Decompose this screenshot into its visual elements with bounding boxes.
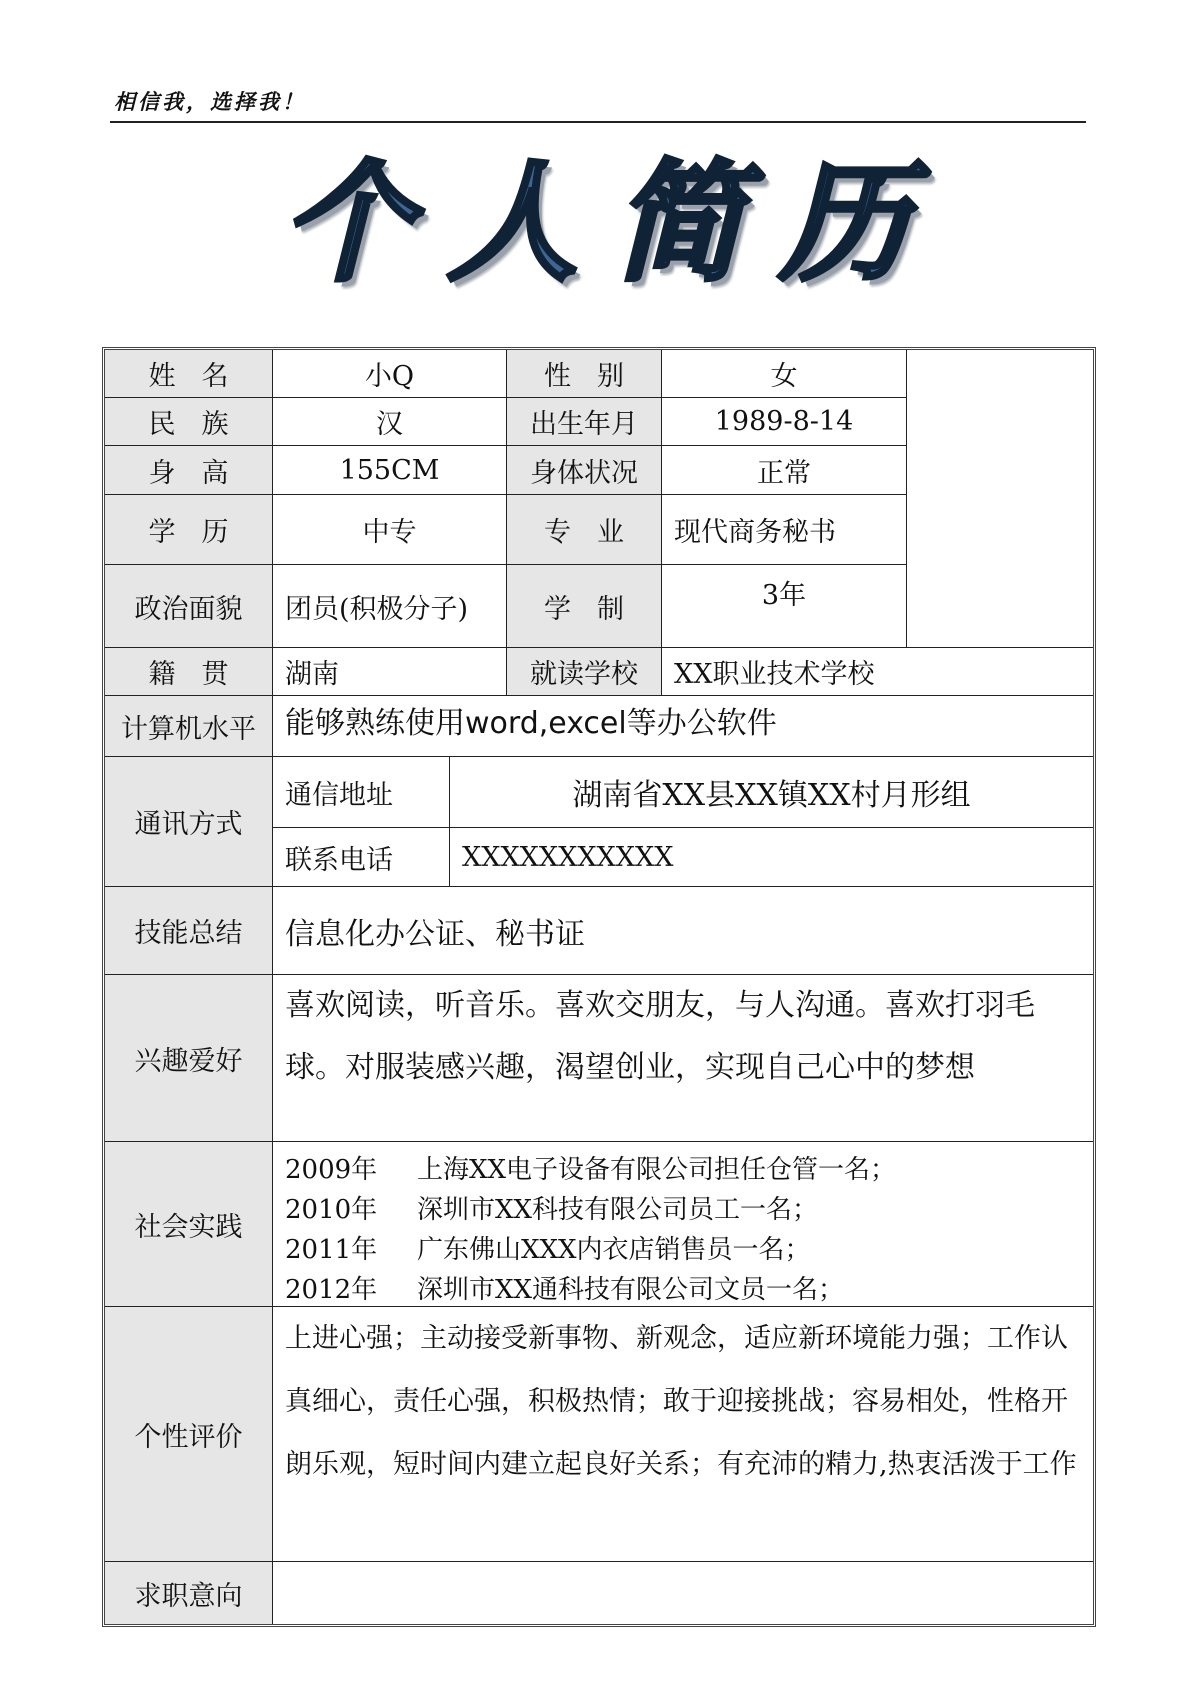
practice-desc: 深圳市XX通科技有限公司文员一名； [417,1275,845,1305]
page-title: 个人简历 [281,146,946,299]
ethnicity-value: 汉 [273,398,507,446]
major-label: 专业 [507,495,662,565]
gender-value: 女 [662,350,907,398]
practice-label: 社会实践 [105,1142,273,1307]
practice-year: 2009年 [285,1155,378,1185]
practice-desc: 上海XX电子设备有限公司担任仓管一名； [417,1155,897,1185]
hometown-label: 籍贯 [105,648,273,696]
name-value: 小Q [273,350,507,398]
contact-label: 通讯方式 [105,757,273,887]
major-value: 现代商务秘书 [662,495,907,565]
computer-label: 计算机水平 [105,696,273,757]
practice-year: 2012年 [285,1275,378,1305]
education-label: 学历 [105,495,273,565]
hometown-value: 湖南 [273,648,507,696]
slogan: 相信我，选择我！ [114,90,306,114]
practice-list [273,1142,1093,1307]
hobbies-label: 兴趣爱好 [105,975,273,1142]
practice-item [285,1150,1093,1190]
education-value: 中专 [273,495,507,565]
birth-label: 出生年月 [507,398,662,446]
skills-value: 信息化办公证、秘书证 [273,887,1093,975]
resume-table [102,347,1096,1627]
objective-label: 求职意向 [105,1562,273,1624]
practice-year: 2010年 [285,1195,378,1225]
political-label: 政治面貌 [105,565,273,648]
evaluation-value: 上进心强；主动接受新事物、新观念，适应新环境能力强；工作认真细心，责任心强，积极热情；敢于迎接挑战；容易相处，性格开朗乐观，短时间内建立起良好关系；有充沛的精力,热衷活泼于工作 [273,1307,1093,1562]
practice-year: 2011年 [285,1235,378,1265]
address-label: 通信地址 [273,757,450,828]
practice-desc: 深圳市XX科技有限公司员工一名； [417,1195,819,1225]
hobbies-value: 喜欢阅读，听音乐。喜欢交朋友，与人沟通。喜欢打羽毛球。对服装感兴趣，渴望创业，实现自己心中的梦想 [273,975,1093,1142]
address-value: 湖南省XX县XX镇XX村月形组 [450,757,1093,828]
practice-desc: 广东佛山XXX内衣店销售员一名； [417,1235,811,1265]
phone-label: 联系电话 [273,828,450,887]
computer-value: 能够熟练使用word,excel等办公软件 [273,696,1093,757]
phone-value: XXXXXXXXXXX [450,828,1093,887]
duration-label: 学制 [507,565,662,648]
practice-item [285,1270,1093,1310]
ethnicity-label: 民族 [105,398,273,446]
birth-value: 1989-8-14 [662,398,907,446]
evaluation-label: 个性评价 [105,1307,273,1562]
practice-item [285,1190,1093,1230]
gender-label: 性别 [507,350,662,398]
objective-value [273,1562,1093,1624]
health-label: 身体状况 [507,446,662,495]
height-value: 155CM [273,446,507,495]
header-divider [110,121,1086,123]
duration-value: 3年 [662,565,907,648]
name-label: 姓名 [105,350,273,398]
photo-area [907,350,1093,648]
practice-item [285,1230,1093,1270]
school-value: XX职业技术学校 [662,648,1093,696]
political-value: 团员(积极分子) [273,565,507,648]
skills-label: 技能总结 [105,887,273,975]
school-label: 就读学校 [507,648,662,696]
health-value: 正常 [662,446,907,495]
height-label: 身高 [105,446,273,495]
